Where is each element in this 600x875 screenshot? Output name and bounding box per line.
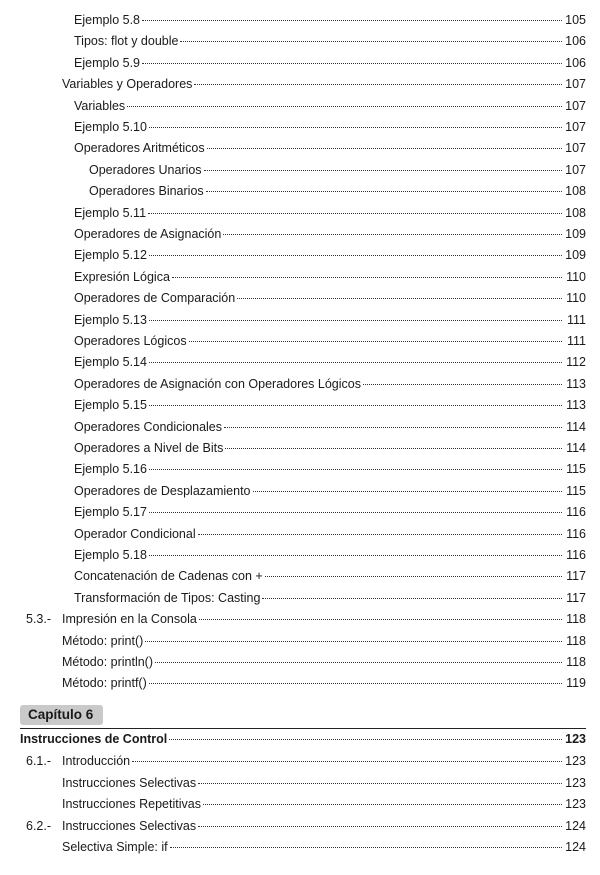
chapter-title-row bbox=[20, 729, 586, 750]
page-number: 108 bbox=[565, 184, 586, 199]
leader-dots bbox=[363, 384, 562, 385]
toc-entry bbox=[74, 31, 586, 52]
page-number: 108 bbox=[565, 205, 586, 220]
toc-entry bbox=[89, 160, 586, 181]
entry-label: Operadores Condicionales bbox=[74, 419, 223, 434]
page-number: 111 bbox=[566, 334, 586, 348]
leader-dots bbox=[149, 405, 562, 406]
page-number: 124 bbox=[565, 818, 586, 833]
leader-dots bbox=[142, 20, 562, 21]
page-number: 123 bbox=[565, 797, 586, 811]
leader-dots bbox=[253, 491, 563, 492]
toc-entry bbox=[74, 288, 586, 309]
page-number: 107 bbox=[565, 120, 586, 134]
leader-dots bbox=[224, 427, 562, 428]
page-number: 124 bbox=[565, 840, 586, 854]
leader-dots bbox=[199, 619, 562, 620]
entry-label: Ejemplo 5.15 bbox=[74, 398, 147, 413]
leader-dots bbox=[149, 320, 562, 321]
toc-entry bbox=[62, 631, 586, 652]
entry-label: Expresión Lógica bbox=[74, 269, 170, 284]
entry-label: Ejemplo 5.13 bbox=[74, 312, 147, 327]
page-number: 118 bbox=[566, 633, 586, 648]
page-number: 118 bbox=[566, 612, 586, 627]
leader-dots bbox=[207, 148, 562, 149]
page-number: 123 bbox=[565, 775, 586, 790]
chapter-title: Instrucciones de Control bbox=[20, 732, 168, 746]
entry-label: Instrucciones Selectivas bbox=[62, 775, 197, 790]
leader-dots bbox=[204, 170, 562, 171]
entry-label: Operadores Aritméticos bbox=[74, 141, 205, 156]
entry-label: Ejemplo 5.17 bbox=[74, 505, 147, 520]
toc-entry bbox=[74, 10, 586, 31]
page-number: 114 bbox=[566, 419, 586, 434]
page-number: 109 bbox=[565, 248, 586, 263]
entry-label: Ejemplo 5.11 bbox=[74, 205, 147, 220]
page-number: 116 bbox=[566, 505, 586, 520]
page-number: 113 bbox=[566, 398, 586, 413]
leader-dots bbox=[262, 598, 562, 599]
page-number: 106 bbox=[565, 55, 586, 70]
entry-label: Transformación de Tipos: Casting bbox=[74, 590, 261, 605]
entry-label: Operadores de Desplazamiento bbox=[74, 483, 251, 498]
section-number: 6.1.- bbox=[26, 754, 52, 768]
entry-label: Método: printf() bbox=[62, 676, 147, 691]
toc-entry bbox=[74, 395, 586, 416]
entry-label: Ejemplo 5.14 bbox=[74, 355, 147, 370]
toc-entry bbox=[0, 609, 586, 630]
toc-entry bbox=[62, 74, 586, 95]
entry-label: Variables bbox=[74, 98, 126, 113]
page-number: 110 bbox=[566, 269, 586, 284]
entry-label: Método: println() bbox=[62, 655, 154, 669]
entry-label: Selectiva Simple: if bbox=[62, 840, 168, 854]
toc-entry bbox=[74, 502, 586, 523]
toc-entry bbox=[74, 267, 586, 288]
page-number: 110 bbox=[566, 291, 586, 306]
toc-entry bbox=[74, 224, 586, 245]
toc-entry bbox=[74, 331, 586, 352]
toc-entry bbox=[74, 138, 586, 159]
leader-dots bbox=[198, 783, 562, 784]
entry-label: Ejemplo 5.12 bbox=[74, 248, 147, 263]
leader-dots bbox=[180, 41, 562, 42]
entry-label: Operadores de Asignación bbox=[74, 227, 222, 241]
section-number: 6.2.- bbox=[26, 818, 52, 833]
page-number: 114 bbox=[566, 441, 586, 455]
toc-entry bbox=[74, 545, 586, 566]
toc-entry bbox=[74, 53, 586, 74]
entry-label: Ejemplo 5.16 bbox=[74, 462, 147, 477]
entry-label: Instrucciones Repetitivas bbox=[62, 797, 201, 811]
page-number: 123 bbox=[565, 754, 586, 768]
leader-dots bbox=[149, 555, 562, 556]
leader-dots bbox=[148, 213, 562, 214]
toc-entry bbox=[74, 96, 586, 117]
entry-label: Operadores Binarios bbox=[89, 184, 204, 199]
entry-label: Operadores a Nivel de Bits bbox=[74, 441, 224, 455]
leader-dots bbox=[189, 341, 562, 342]
toc-entry bbox=[74, 117, 586, 138]
entry-label: Variables y Operadores bbox=[62, 77, 193, 92]
leader-dots bbox=[149, 512, 562, 513]
page-number: 115 bbox=[566, 462, 586, 477]
page-number: 116 bbox=[566, 548, 586, 562]
page-number: 105 bbox=[565, 13, 586, 27]
leader-dots bbox=[225, 448, 562, 449]
page-number: 107 bbox=[565, 77, 586, 92]
page-number: 113 bbox=[566, 376, 586, 391]
entry-label: Ejemplo 5.18 bbox=[74, 548, 147, 562]
page-number: 119 bbox=[566, 676, 586, 691]
leader-dots bbox=[198, 826, 562, 827]
entry-label: Instrucciones Selectivas bbox=[62, 818, 197, 833]
leader-dots bbox=[149, 469, 562, 470]
toc-entry bbox=[74, 203, 586, 224]
toc-entry bbox=[74, 245, 586, 266]
toc-entry bbox=[62, 794, 586, 815]
toc-entry bbox=[0, 816, 586, 837]
page-number: 112 bbox=[566, 355, 586, 370]
entry-label: Concatenación de Cadenas con + bbox=[74, 569, 263, 584]
toc-entry bbox=[74, 481, 586, 502]
page-number: 115 bbox=[566, 483, 586, 498]
page-number: 107 bbox=[565, 162, 586, 177]
leader-dots bbox=[169, 739, 562, 740]
toc-entry bbox=[74, 566, 586, 587]
entry-label: Tipos: flot y double bbox=[74, 34, 179, 49]
page-number: 117 bbox=[566, 590, 586, 605]
toc-entry bbox=[74, 588, 586, 609]
entry-label: Ejemplo 5.8 bbox=[74, 13, 141, 27]
leader-dots bbox=[170, 847, 562, 848]
toc-entry bbox=[89, 181, 586, 202]
page-number: 109 bbox=[565, 227, 586, 241]
leader-dots bbox=[265, 576, 562, 577]
toc-entry bbox=[62, 773, 586, 794]
leader-dots bbox=[203, 804, 562, 805]
toc-entry bbox=[62, 837, 586, 858]
toc-entry bbox=[74, 524, 586, 545]
leader-dots bbox=[149, 255, 562, 256]
entry-label: Ejemplo 5.10 bbox=[74, 120, 147, 134]
page-number: 107 bbox=[565, 141, 586, 156]
entry-label: Método: print() bbox=[62, 633, 144, 648]
section-number: 5.3.- bbox=[26, 612, 52, 627]
toc-entry bbox=[62, 652, 586, 673]
page-number: 111 bbox=[566, 312, 586, 327]
leader-dots bbox=[149, 127, 562, 128]
page-number: 106 bbox=[565, 34, 586, 49]
toc-entry bbox=[74, 374, 586, 395]
leader-dots bbox=[237, 298, 562, 299]
leader-dots bbox=[142, 63, 562, 64]
toc-entry bbox=[62, 673, 586, 694]
leader-dots bbox=[206, 191, 562, 192]
leader-dots bbox=[132, 761, 562, 762]
leader-dots bbox=[149, 683, 562, 684]
chapter-rule bbox=[20, 728, 586, 729]
leader-dots bbox=[155, 662, 562, 663]
toc-entry bbox=[74, 417, 586, 438]
page-number: 117 bbox=[566, 569, 586, 584]
page-number: 107 bbox=[565, 98, 586, 113]
chapter-badge: Capítulo 6 bbox=[20, 705, 103, 725]
leader-dots bbox=[145, 641, 562, 642]
chapter-title-page: 123 bbox=[565, 732, 586, 746]
toc-entry bbox=[74, 352, 586, 373]
leader-dots bbox=[127, 106, 562, 107]
entry-label: Impresión en la Consola bbox=[62, 612, 197, 627]
toc-entry bbox=[74, 459, 586, 480]
entry-label: Operador Condicional bbox=[74, 526, 196, 541]
entry-label: Operadores Unarios bbox=[89, 162, 202, 177]
entry-label: Operadores de Asignación con Operadores Lógicos bbox=[74, 376, 361, 391]
leader-dots bbox=[172, 277, 562, 278]
toc-entry bbox=[74, 310, 586, 331]
entry-label: Operadores de Comparación bbox=[74, 291, 236, 306]
leader-dots bbox=[194, 84, 562, 85]
page-number: 118 bbox=[566, 655, 586, 669]
toc-entry bbox=[74, 438, 586, 459]
leader-dots bbox=[149, 362, 562, 363]
entry-label: Introducción bbox=[62, 754, 131, 768]
leader-dots bbox=[198, 534, 562, 535]
entry-label: Ejemplo 5.9 bbox=[74, 55, 141, 70]
leader-dots bbox=[223, 234, 562, 235]
page-number: 116 bbox=[566, 526, 586, 541]
toc-entry bbox=[0, 751, 586, 772]
entry-label: Operadores Lógicos bbox=[74, 334, 187, 348]
